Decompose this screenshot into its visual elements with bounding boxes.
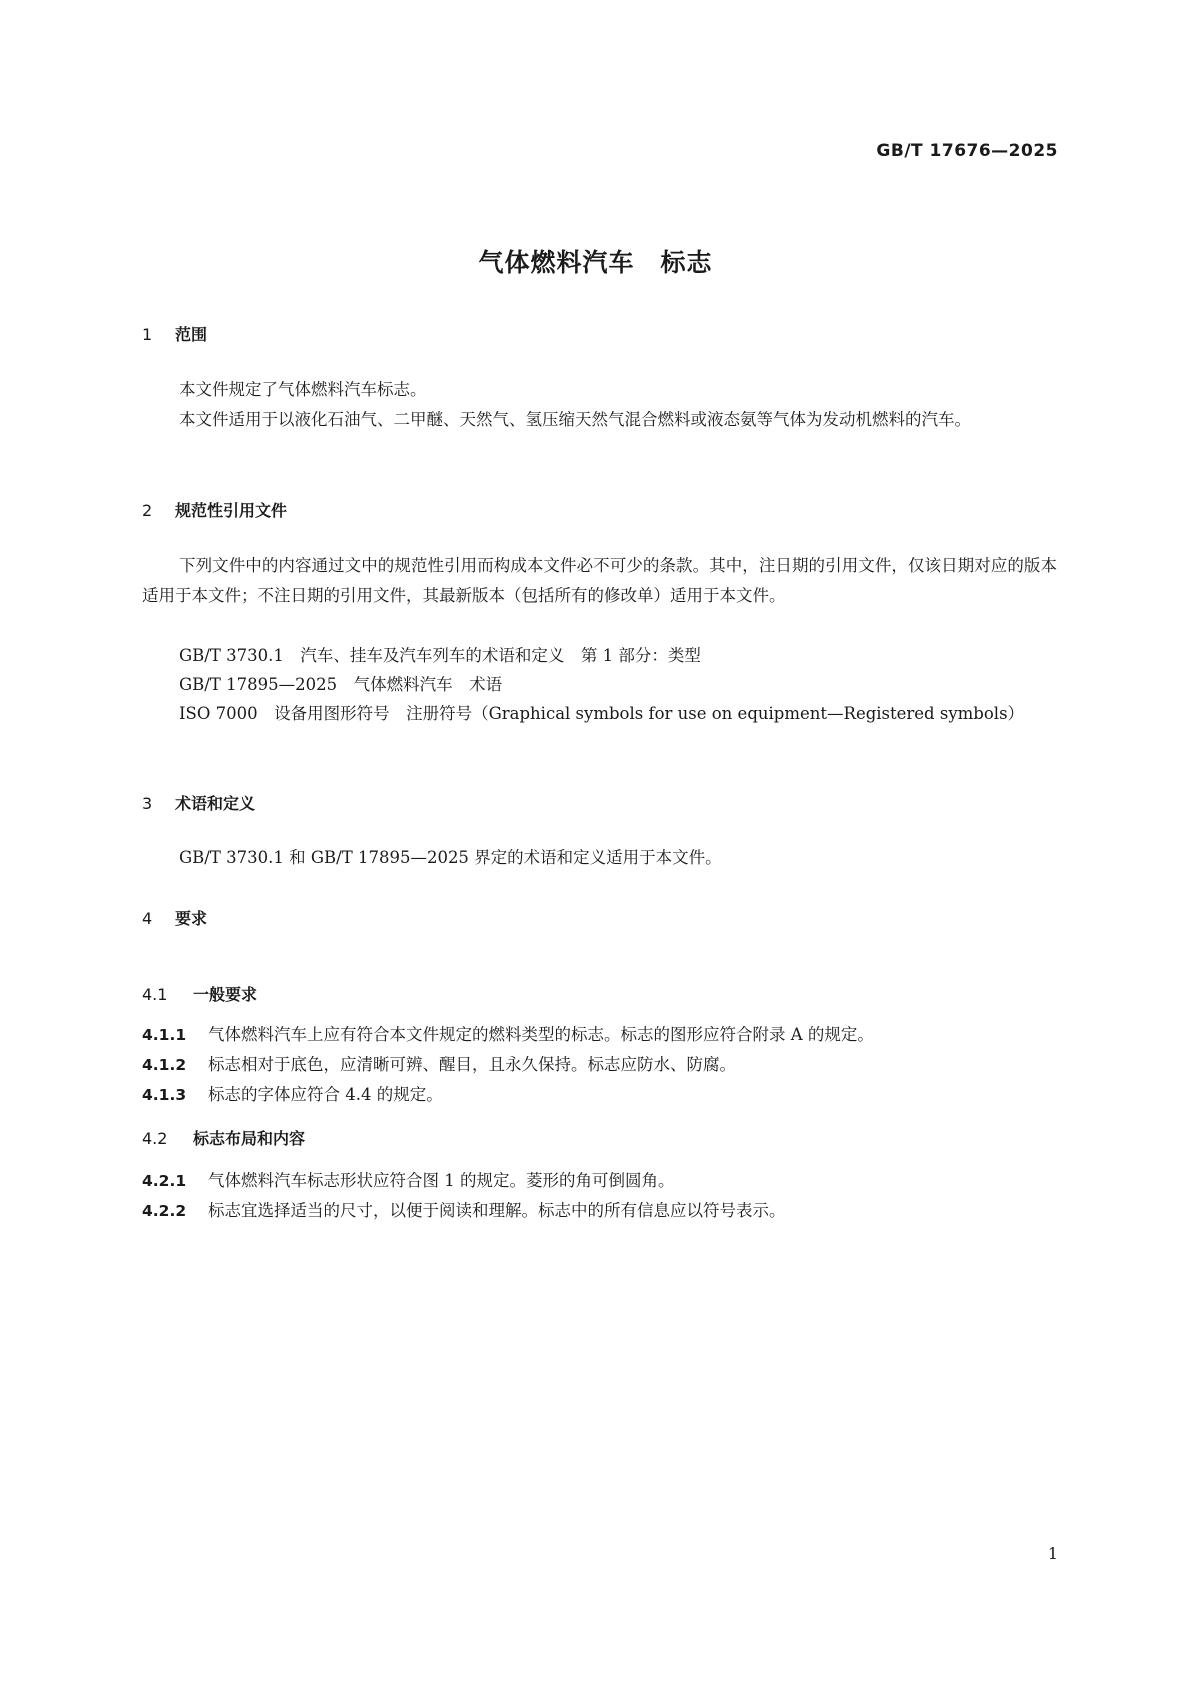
terms-paragraph: GB/T 3730.1 和 GB/T 17895—2025 界定的术语和定义适用于本文件。 (179, 848, 722, 867)
clause-text: 气体燃料汽车上应有符合本文件规定的燃料类型的标志。标志的图形应符合附录 A 的规定。 (208, 1025, 874, 1044)
section-title: 标志布局和内容 (193, 1129, 306, 1148)
reference-item-2: GB/T 17895—2025 气体燃料汽车 术语 (179, 675, 503, 694)
section-1-heading (142, 322, 207, 345)
clause-text: 标志宜选择适当的尺寸，以便于阅读和理解。标志中的所有信息应以符号表示。 (208, 1201, 786, 1220)
reference-item-1: GB/T 3730.1 汽车、挂车及汽车列车的术语和定义 第 1 部分：类型 (179, 646, 701, 665)
clause-4-1-3 (142, 1081, 1057, 1105)
section-title: 要求 (175, 909, 208, 928)
standard-code: GB/T 17676—2025 (876, 141, 1058, 161)
clause-4-2-2 (142, 1197, 1057, 1221)
scope-paragraph-1: 本文件规定了气体燃料汽车标志。 (179, 380, 427, 399)
clause-number: 4.2.2 (142, 1202, 187, 1220)
clause-text: 标志的字体应符合 4.4 的规定。 (208, 1085, 443, 1104)
section-number: 4.2 (142, 1129, 168, 1148)
scope-paragraph-2: 本文件适用于以液化石油气、二甲醚、天然气、氢压缩天然气混合燃料或液态氨等气体为发动机燃料的汽车。 (179, 410, 971, 429)
clause-number: 4.1.1 (142, 1026, 187, 1044)
section-title: 术语和定义 (175, 794, 256, 813)
section-number: 1 (142, 325, 153, 344)
clause-number: 4.1.2 (142, 1056, 187, 1074)
section-title: 一般要求 (193, 985, 258, 1004)
clause-4-1-2 (142, 1051, 1057, 1075)
section-4-1-heading (142, 982, 257, 1005)
section-title: 规范性引用文件 (175, 501, 288, 520)
clause-number: 4.2.1 (142, 1172, 187, 1190)
section-number: 3 (142, 794, 153, 813)
section-number: 2 (142, 501, 153, 520)
reference-item-3: ISO 7000 设备用图形符号 注册符号（Graphical symbols for use on equipment—Registered symbols） (179, 704, 1025, 723)
section-4-2-heading (142, 1126, 305, 1149)
clause-text: 气体燃料汽车标志形状应符合图 1 的规定。菱形的角可倒圆角。 (208, 1171, 675, 1190)
clause-4-1-1 (142, 1021, 1057, 1045)
clause-number: 4.1.3 (142, 1086, 187, 1104)
clause-4-2-1 (142, 1167, 1057, 1191)
document-title: 气体燃料汽车 标志 (478, 248, 713, 277)
clause-text: 标志相对于底色，应清晰可辨、醒目，且永久保持。标志应防水、防腐。 (208, 1055, 736, 1074)
section-number: 4 (142, 909, 153, 928)
section-4-heading (142, 906, 207, 929)
section-3-heading (142, 791, 255, 814)
normative-references-paragraph: 下列文件中的内容通过文中的规范性引用而构成本文件必不可少的条款。其中，注日期的引用文件，仅该日期对应的版本适用于本文件；不注日期的引用文件，其最新版本（包括所有的修改单）适用于本文件。 (142, 556, 1057, 605)
section-title: 范围 (175, 325, 208, 344)
section-number: 4.1 (142, 985, 168, 1004)
page-number: 1 (1047, 1544, 1058, 1563)
section-2-heading (142, 498, 287, 521)
